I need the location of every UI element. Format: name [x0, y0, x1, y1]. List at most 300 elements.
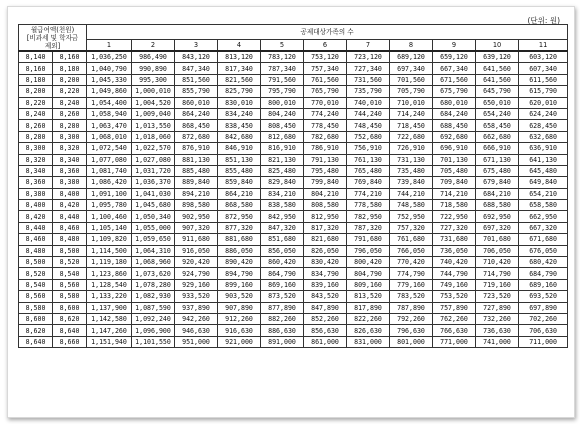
- tax-amount-cell: 710,010: [390, 97, 433, 108]
- tax-amount-cell: 693,520: [519, 291, 568, 302]
- tax-amount-cell: 831,000: [347, 336, 390, 347]
- family-count-6: 6: [304, 40, 347, 52]
- tax-amount-cell: 933,520: [175, 291, 218, 302]
- tax-amount-cell: 795,480: [304, 165, 347, 176]
- tax-amount-cell: 671,560: [433, 74, 476, 85]
- tax-amount-cell: 787,890: [390, 302, 433, 313]
- tax-amount-cell: 830,010: [218, 97, 261, 108]
- tax-amount-cell: 1,081,740: [87, 165, 132, 176]
- tax-amount-cell: 692,680: [433, 131, 476, 142]
- tax-amount-cell: 706,630: [519, 325, 568, 336]
- tax-amount-cell: 924,790: [175, 268, 218, 279]
- tax-amount-cell: 705,790: [390, 86, 433, 97]
- tax-amount-cell: 744,790: [433, 268, 476, 279]
- tax-amount-cell: 881,130: [175, 154, 218, 165]
- tax-amount-cell: 701,680: [476, 234, 519, 245]
- tax-amount-cell: 1,013,550: [132, 120, 175, 131]
- tax-amount-cell: 731,130: [390, 154, 433, 165]
- range-from-cell: 8,360: [19, 177, 53, 188]
- tax-amount-cell: 636,910: [519, 143, 568, 154]
- table-row: [19, 245, 568, 256]
- family-count-9: 9: [433, 40, 476, 52]
- tax-amount-cell: 752,680: [347, 131, 390, 142]
- table-row: [19, 222, 568, 233]
- tax-amount-cell: 812,680: [261, 131, 304, 142]
- tax-amount-cell: 868,450: [175, 120, 218, 131]
- tax-amount-cell: 986,490: [132, 51, 175, 63]
- tax-amount-cell: 817,320: [304, 222, 347, 233]
- tax-amount-cell: 688,450: [433, 120, 476, 131]
- tax-amount-cell: 709,840: [433, 177, 476, 188]
- tax-amount-cell: 701,130: [433, 154, 476, 165]
- tax-amount-cell: 1,063,470: [87, 120, 132, 131]
- tax-amount-cell: 839,160: [304, 279, 347, 290]
- tax-amount-cell: 735,480: [390, 165, 433, 176]
- tax-amount-cell: 1,109,820: [87, 234, 132, 245]
- range-from-cell: 8,200: [19, 86, 53, 97]
- tax-amount-cell: 800,010: [261, 97, 304, 108]
- tax-amount-cell: 894,210: [175, 188, 218, 199]
- tax-amount-cell: 890,420: [218, 257, 261, 268]
- range-to-cell: 8,560: [53, 279, 87, 290]
- tax-amount-cell: 877,890: [261, 302, 304, 313]
- tax-amount-cell: 752,950: [390, 211, 433, 222]
- tax-amount-cell: 727,890: [476, 302, 519, 313]
- table-row: [19, 188, 568, 199]
- tax-amount-cell: 864,210: [218, 188, 261, 199]
- tax-amount-cell: 821,130: [261, 154, 304, 165]
- tax-amount-cell: 990,890: [132, 63, 175, 74]
- range-from-cell: 8,440: [19, 222, 53, 233]
- table-row: [19, 336, 568, 347]
- tax-amount-cell: 851,130: [218, 154, 261, 165]
- table-row: [19, 165, 568, 176]
- table-row: [19, 234, 568, 245]
- tax-amount-cell: 684,790: [519, 268, 568, 279]
- tax-amount-cell: 937,890: [175, 302, 218, 313]
- tax-amount-cell: 1,086,420: [87, 177, 132, 188]
- table-row: [19, 279, 568, 290]
- tax-amount-cell: 735,790: [347, 86, 390, 97]
- tax-amount-cell: 762,260: [433, 313, 476, 324]
- family-count-5: 5: [261, 40, 304, 52]
- tax-amount-cell: 680,010: [433, 97, 476, 108]
- table-row: [19, 63, 568, 74]
- salary-range-header-line3: 제외]: [44, 41, 61, 50]
- tax-amount-cell: 834,240: [218, 108, 261, 119]
- table-row: [19, 108, 568, 119]
- tax-amount-cell: 1,049,860: [87, 86, 132, 97]
- salary-range-header-line2: [비과세 및 학자금: [26, 33, 79, 42]
- tax-amount-cell: 679,840: [476, 177, 519, 188]
- tax-amount-cell: 787,320: [347, 222, 390, 233]
- tax-amount-cell: 719,160: [476, 279, 519, 290]
- tax-amount-cell: 804,210: [304, 188, 347, 199]
- tax-amount-cell: 799,840: [304, 177, 347, 188]
- range-to-cell: 8,300: [53, 131, 87, 142]
- range-from-cell: 8,180: [19, 74, 53, 85]
- tax-amount-cell: 796,630: [390, 325, 433, 336]
- tax-amount-cell: 649,840: [519, 177, 568, 188]
- tax-amount-cell: 813,120: [218, 51, 261, 63]
- tax-amount-cell: 1,036,250: [87, 51, 132, 63]
- tax-amount-cell: 804,240: [261, 108, 304, 119]
- table-row: [19, 268, 568, 279]
- tax-amount-cell: 916,050: [175, 245, 218, 256]
- tax-amount-cell: 921,000: [218, 336, 261, 347]
- range-to-cell: 8,180: [53, 63, 87, 74]
- tax-amount-cell: 787,340: [261, 63, 304, 74]
- tax-amount-cell: 842,680: [218, 131, 261, 142]
- family-count-1: 1: [87, 40, 132, 52]
- family-count-7: 7: [347, 40, 390, 52]
- tax-amount-cell: 689,160: [519, 279, 568, 290]
- tax-amount-cell: 912,260: [218, 313, 261, 324]
- tax-amount-cell: 688,580: [476, 200, 519, 211]
- range-from-cell: 8,260: [19, 120, 53, 131]
- tax-amount-cell: 786,910: [304, 143, 347, 154]
- tax-amount-cell: 791,680: [347, 234, 390, 245]
- table-row: [19, 211, 568, 222]
- tax-amount-cell: 826,050: [304, 245, 347, 256]
- tax-amount-cell: 727,320: [433, 222, 476, 233]
- tax-amount-cell: 1,151,940: [87, 336, 132, 347]
- tax-amount-cell: 812,950: [304, 211, 347, 222]
- tax-amount-cell: 748,580: [390, 200, 433, 211]
- tax-amount-cell: 718,450: [390, 120, 433, 131]
- range-to-cell: 8,480: [53, 234, 87, 245]
- tax-amount-cell: 876,910: [175, 143, 218, 154]
- tax-amount-cell: 1,031,720: [132, 165, 175, 176]
- tax-amount-cell: 855,790: [175, 86, 218, 97]
- family-count-2: 2: [132, 40, 175, 52]
- table-row: [19, 154, 568, 165]
- family-count-11: 11: [519, 40, 568, 52]
- tax-amount-cell: 645,480: [519, 165, 568, 176]
- tax-amount-cell: 1,119,180: [87, 257, 132, 268]
- tax-amount-cell: 929,160: [175, 279, 218, 290]
- tax-amount-cell: 650,010: [476, 97, 519, 108]
- tax-amount-cell: 749,160: [433, 279, 476, 290]
- tax-amount-cell: 658,450: [476, 120, 519, 131]
- tax-amount-cell: 658,580: [519, 200, 568, 211]
- tax-amount-cell: 872,950: [218, 211, 261, 222]
- tax-amount-cell: 697,340: [390, 63, 433, 74]
- tax-amount-cell: 718,580: [433, 200, 476, 211]
- tax-amount-cell: 834,790: [304, 268, 347, 279]
- tax-amount-cell: 1,095,780: [87, 200, 132, 211]
- tax-amount-cell: 1,068,960: [132, 257, 175, 268]
- tax-amount-cell: 801,000: [390, 336, 433, 347]
- table-body: [19, 51, 568, 348]
- tax-amount-cell: 847,890: [304, 302, 347, 313]
- tax-amount-cell: 692,950: [476, 211, 519, 222]
- tax-amount-cell: 907,320: [175, 222, 218, 233]
- table-row: [19, 97, 568, 108]
- table-row: [19, 200, 568, 211]
- tax-amount-cell: 898,580: [175, 200, 218, 211]
- tax-amount-cell: 641,130: [519, 154, 568, 165]
- tax-amount-cell: 1,036,370: [132, 177, 175, 188]
- tax-amount-cell: 723,520: [476, 291, 519, 302]
- tax-amount-cell: 1,092,240: [132, 313, 175, 324]
- range-from-cell: 8,620: [19, 325, 53, 336]
- tax-amount-cell: 757,340: [304, 63, 347, 74]
- tax-amount-cell: 894,790: [218, 268, 261, 279]
- range-to-cell: 8,200: [53, 74, 87, 85]
- tax-amount-cell: 842,950: [261, 211, 304, 222]
- tax-amount-cell: 697,320: [476, 222, 519, 233]
- tax-amount-cell: 778,580: [347, 200, 390, 211]
- range-to-cell: 8,640: [53, 325, 87, 336]
- tax-amount-cell: 860,010: [175, 97, 218, 108]
- tax-amount-cell: 869,160: [261, 279, 304, 290]
- tax-amount-cell: 1,078,280: [132, 279, 175, 290]
- family-count-header: 공제대상가족의 수: [87, 25, 568, 40]
- tax-amount-cell: 816,910: [261, 143, 304, 154]
- tax-amount-cell: 886,630: [261, 325, 304, 336]
- tax-amount-cell: 911,680: [175, 234, 218, 245]
- tax-amount-cell: 1,050,340: [132, 211, 175, 222]
- family-count-4: 4: [218, 40, 261, 52]
- tax-amount-cell: 1,082,930: [132, 291, 175, 302]
- range-from-cell: 8,520: [19, 268, 53, 279]
- range-to-cell: 8,280: [53, 120, 87, 131]
- tax-amount-cell: 1,077,080: [87, 154, 132, 165]
- tax-amount-cell: 766,050: [390, 245, 433, 256]
- tax-amount-cell: 1,040,790: [87, 63, 132, 74]
- salary-range-header: [19, 25, 87, 52]
- tax-amount-cell: 851,560: [175, 74, 218, 85]
- range-to-cell: 8,420: [53, 200, 87, 211]
- tax-amount-cell: 792,260: [390, 313, 433, 324]
- tax-amount-cell: 838,450: [218, 120, 261, 131]
- tax-amount-cell: 1,137,900: [87, 302, 132, 313]
- tax-amount-cell: 860,420: [261, 257, 304, 268]
- tax-amount-cell: 1,073,620: [132, 268, 175, 279]
- range-from-cell: 8,280: [19, 131, 53, 142]
- table-row: [19, 291, 568, 302]
- tax-amount-cell: 639,120: [476, 51, 519, 63]
- tax-amount-cell: 920,420: [175, 257, 218, 268]
- tax-amount-cell: 710,420: [476, 257, 519, 268]
- tax-amount-cell: 907,890: [218, 302, 261, 313]
- tax-amount-cell: 1,058,940: [87, 108, 132, 119]
- tax-amount-cell: 808,580: [304, 200, 347, 211]
- tax-amount-cell: 714,790: [476, 268, 519, 279]
- tax-amount-cell: 859,840: [218, 177, 261, 188]
- range-from-cell: 8,320: [19, 154, 53, 165]
- tax-amount-cell: 946,630: [175, 325, 218, 336]
- tax-amount-cell: 1,022,570: [132, 143, 175, 154]
- tax-amount-cell: 1,096,900: [132, 325, 175, 336]
- tax-amount-cell: 765,480: [347, 165, 390, 176]
- salary-range-header-line1: 월급여액(천원): [30, 25, 75, 34]
- tax-amount-cell: 873,520: [261, 291, 304, 302]
- tax-amount-cell: 903,520: [218, 291, 261, 302]
- tax-amount-cell: 825,480: [261, 165, 304, 176]
- family-count-3: 3: [175, 40, 218, 52]
- tax-amount-cell: 770,420: [390, 257, 433, 268]
- tax-amount-cell: 847,320: [261, 222, 304, 233]
- range-to-cell: 8,520: [53, 257, 87, 268]
- tax-amount-cell: 778,450: [304, 120, 347, 131]
- tax-amount-cell: 756,910: [347, 143, 390, 154]
- range-to-cell: 8,620: [53, 313, 87, 324]
- tax-amount-cell: 864,790: [261, 268, 304, 279]
- tax-amount-cell: 667,320: [519, 222, 568, 233]
- tax-amount-cell: 766,630: [433, 325, 476, 336]
- tax-amount-cell: 654,210: [519, 188, 568, 199]
- table-row: [19, 86, 568, 97]
- tax-amount-cell: 864,240: [175, 108, 218, 119]
- tax-amount-cell: 825,790: [218, 86, 261, 97]
- document-page: [7, 6, 575, 418]
- tax-amount-cell: 702,260: [519, 313, 568, 324]
- table-row: [19, 51, 568, 63]
- tax-amount-cell: 736,050: [433, 245, 476, 256]
- tax-amount-cell: 877,320: [218, 222, 261, 233]
- tax-amount-cell: 711,000: [519, 336, 568, 347]
- tax-amount-cell: 761,680: [390, 234, 433, 245]
- tax-amount-cell: 1,004,520: [132, 97, 175, 108]
- tax-amount-cell: 782,950: [347, 211, 390, 222]
- tax-amount-cell: 757,890: [433, 302, 476, 313]
- tax-amount-cell: 741,000: [476, 336, 519, 347]
- tax-amount-cell: 696,910: [433, 143, 476, 154]
- tax-amount-cell: 697,890: [519, 302, 568, 313]
- tax-amount-cell: 761,130: [347, 154, 390, 165]
- tax-amount-cell: 846,910: [218, 143, 261, 154]
- range-to-cell: 8,160: [53, 51, 87, 63]
- tax-amount-cell: 603,120: [519, 51, 568, 63]
- tax-amount-cell: 1,087,590: [132, 302, 175, 313]
- range-from-cell: 8,460: [19, 234, 53, 245]
- table-row: [19, 257, 568, 268]
- range-to-cell: 8,320: [53, 143, 87, 154]
- tax-amount-cell: 731,560: [347, 74, 390, 85]
- tax-amount-cell: 732,260: [476, 313, 519, 324]
- tax-amount-cell: 881,680: [218, 234, 261, 245]
- tax-amount-cell: 676,050: [519, 245, 568, 256]
- tax-amount-cell: 731,680: [433, 234, 476, 245]
- tax-amount-cell: 889,840: [175, 177, 218, 188]
- tax-amount-cell: 611,560: [519, 74, 568, 85]
- range-to-cell: 8,540: [53, 268, 87, 279]
- family-count-8: 8: [390, 40, 433, 52]
- tax-amount-cell: 796,050: [347, 245, 390, 256]
- family-count-row: [19, 40, 568, 52]
- tax-amount-cell: 809,160: [347, 279, 390, 290]
- table-row: [19, 74, 568, 85]
- tax-amount-cell: 899,160: [218, 279, 261, 290]
- table-row: [19, 143, 568, 154]
- tax-amount-cell: 852,260: [304, 313, 347, 324]
- tax-amount-cell: 628,450: [519, 120, 568, 131]
- tax-amount-cell: 902,950: [175, 211, 218, 222]
- tax-amount-cell: 774,240: [304, 108, 347, 119]
- tax-amount-cell: 1,059,650: [132, 234, 175, 245]
- range-from-cell: 8,400: [19, 200, 53, 211]
- tax-amount-cell: 620,010: [519, 97, 568, 108]
- tax-amount-cell: 706,050: [476, 245, 519, 256]
- tax-amount-cell: 804,790: [347, 268, 390, 279]
- tax-amount-cell: 684,240: [433, 108, 476, 119]
- range-to-cell: 8,460: [53, 222, 87, 233]
- tax-amount-cell: 705,480: [433, 165, 476, 176]
- range-from-cell: 8,220: [19, 97, 53, 108]
- tax-amount-cell: 891,000: [261, 336, 304, 347]
- tax-amount-cell: 872,680: [175, 131, 218, 142]
- tax-amount-cell: 1,100,460: [87, 211, 132, 222]
- tax-amount-cell: 671,680: [519, 234, 568, 245]
- tax-amount-cell: 684,210: [476, 188, 519, 199]
- tax-amount-cell: 714,240: [390, 108, 433, 119]
- tax-amount-cell: 645,790: [476, 86, 519, 97]
- tax-amount-cell: 779,160: [390, 279, 433, 290]
- withholding-tax-table: [18, 24, 568, 348]
- tax-amount-cell: 851,680: [261, 234, 304, 245]
- table-row: [19, 325, 568, 336]
- tax-amount-cell: 757,320: [390, 222, 433, 233]
- table-row: [19, 302, 568, 313]
- tax-amount-cell: 624,240: [519, 108, 568, 119]
- range-from-cell: 8,540: [19, 279, 53, 290]
- tax-amount-cell: 740,420: [433, 257, 476, 268]
- tax-amount-cell: 680,420: [519, 257, 568, 268]
- range-from-cell: 8,600: [19, 313, 53, 324]
- tax-amount-cell: 822,260: [347, 313, 390, 324]
- range-from-cell: 8,380: [19, 188, 53, 199]
- range-to-cell: 8,440: [53, 211, 87, 222]
- tax-amount-cell: 791,560: [261, 74, 304, 85]
- tax-amount-cell: 632,680: [519, 131, 568, 142]
- tax-amount-cell: 1,123,860: [87, 268, 132, 279]
- tax-amount-cell: 1,054,400: [87, 97, 132, 108]
- range-from-cell: 8,640: [19, 336, 53, 347]
- tax-amount-cell: 748,450: [347, 120, 390, 131]
- tax-amount-cell: 1,027,080: [132, 154, 175, 165]
- tax-amount-cell: 843,520: [304, 291, 347, 302]
- range-to-cell: 8,580: [53, 291, 87, 302]
- tax-amount-cell: 736,630: [476, 325, 519, 336]
- tax-amount-cell: 995,300: [132, 74, 175, 85]
- family-count-10: 10: [476, 40, 519, 52]
- tax-amount-cell: 1,091,100: [87, 188, 132, 199]
- tax-amount-cell: 675,480: [476, 165, 519, 176]
- tax-amount-cell: 886,050: [218, 245, 261, 256]
- table-row: [19, 131, 568, 142]
- tax-amount-cell: 817,890: [347, 302, 390, 313]
- range-from-cell: 8,160: [19, 63, 53, 74]
- tax-amount-cell: 1,055,000: [132, 222, 175, 233]
- tax-amount-cell: 826,630: [347, 325, 390, 336]
- tax-amount-cell: 1,072,540: [87, 143, 132, 154]
- tax-amount-cell: 744,210: [390, 188, 433, 199]
- tax-amount-cell: 671,130: [476, 154, 519, 165]
- tax-amount-cell: 800,420: [347, 257, 390, 268]
- range-to-cell: 8,220: [53, 86, 87, 97]
- tax-amount-cell: 1,045,680: [132, 200, 175, 211]
- tax-amount-cell: 689,120: [390, 51, 433, 63]
- tax-amount-cell: 666,910: [476, 143, 519, 154]
- tax-amount-cell: 701,560: [390, 74, 433, 85]
- table-row: [19, 177, 568, 188]
- tax-amount-cell: 1,045,330: [87, 74, 132, 85]
- tax-amount-cell: 813,520: [347, 291, 390, 302]
- tax-amount-cell: 739,840: [390, 177, 433, 188]
- tax-amount-cell: 1,142,580: [87, 313, 132, 324]
